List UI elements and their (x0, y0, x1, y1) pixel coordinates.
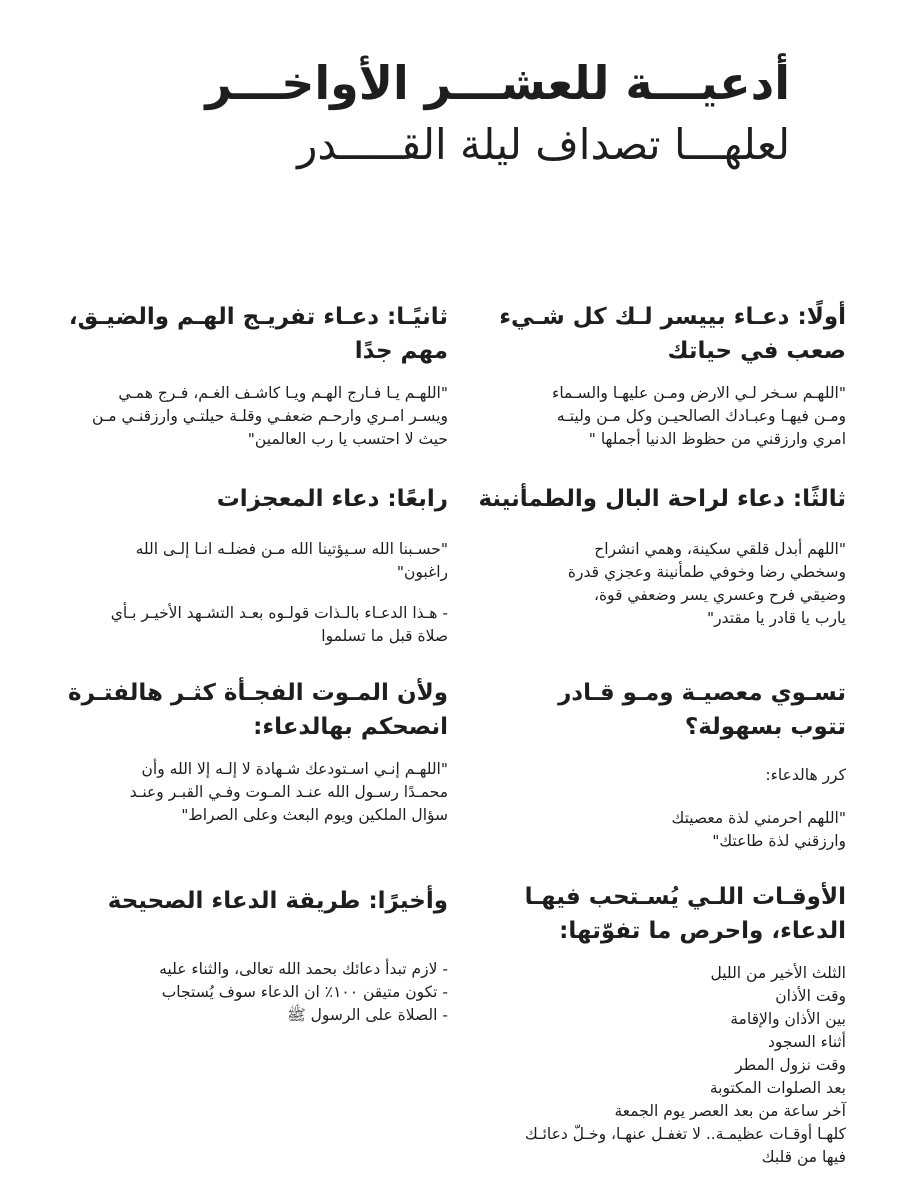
section-body (466, 538, 846, 630)
section-heading-line: وأخيرًا: طريقة الدعاء الصحيحة (107, 888, 448, 914)
section-first (466, 300, 846, 451)
section-heading (466, 482, 846, 516)
section-body-line: سؤال الملكين ويوم البعث وعلى الصراط" (181, 806, 448, 824)
section-method (48, 884, 448, 1027)
title-line-2: لعلهـــا تصداف ليلة القـــــدر (297, 120, 790, 169)
section-heading (466, 300, 846, 368)
section-body-line: "اللهـم إنـي اسـتودعك شـهادة لا إلـه إلا الله وأن (141, 760, 448, 778)
document-title (205, 52, 790, 176)
section-body-line: وضيقي فرح وعسري يسر وضعفي قوة، (593, 586, 846, 604)
section-heading-line: أولًا: دعـاء بييسر لـك كل شـيء (499, 304, 846, 330)
section-body-line: ويسـر امـري وارحـم ضعفـي وقلـة حيلتـي وارزقنـي مـن (91, 407, 448, 425)
section-heading-line: تتوب بسهولة؟ (684, 714, 846, 740)
section-fourth (48, 482, 448, 648)
section-body-line: بين الأذان والإقامة (730, 1010, 846, 1028)
section-body-line: فيها من قلبك (761, 1148, 846, 1166)
section-body-line: يارب يا قادر يا مقتدر" (707, 609, 846, 627)
section-body-line: حيث لا احتسب يا رب العالمين" (247, 430, 448, 448)
section-note (48, 602, 448, 648)
section-note-line: - هـذا الدعـاء بالـذات قولـوه بعـد التشـهد الأخيـر بـأي (110, 604, 448, 622)
section-second (48, 300, 448, 451)
section-heading-line: رابعًا: دعاء المعجزات (216, 486, 448, 512)
section-body-line: وارزقني لذة طاعتك" (712, 832, 846, 850)
section-body (48, 538, 448, 584)
section-heading-line: ثالثًا: دعاء لراحة البال والطمأنينة (478, 486, 846, 512)
section-heading-line: صعب في حياتك (667, 338, 846, 364)
section-sin (466, 676, 846, 853)
section-body-line: آخر ساعة من بعد العصر يوم الجمعة (614, 1102, 846, 1120)
section-body-line: وقت نزول المطر (735, 1056, 846, 1074)
section-third (466, 482, 846, 630)
section-heading (466, 676, 846, 744)
section-body-line: ومـن فيهـا وعبـادك الصالحيـن وكل مـن وليتـه (556, 407, 846, 425)
section-body-line: "حسـبنا الله سـيؤتينا الله مـن فضلـه انـا إلـى الله (135, 540, 448, 558)
section-heading-line: انصحكم بهالدعاء: (253, 714, 448, 740)
section-body-line: بعد الصلوات المكتوبة (709, 1079, 846, 1097)
section-body (466, 807, 846, 853)
section-heading (48, 482, 448, 516)
section-body (48, 758, 448, 827)
section-body-line: راغبون" (396, 563, 448, 581)
section-body (48, 382, 448, 451)
section-heading-line: ثانيًـا: دعـاء تفريـج الهـم والضيـق، (68, 304, 448, 330)
title-line-1: أدعيـــة للعشـــر الأواخـــر (205, 56, 790, 110)
section-body-line: "اللهـم سـخر لـي الارض ومـن عليهـا والسـماء (552, 384, 846, 402)
section-body-line: محمـدًا رسـول الله عنـد المـوت وفـي القبـر وعنـد (129, 783, 448, 801)
section-heading-line: الدعاء، واحرص ما تفوّتها: (559, 918, 846, 944)
section-body-line: "اللهـم يـا فـارج الهـم ويـا كاشـف الغـم، فـرج همـي (118, 384, 448, 402)
section-body-line: - تكون متيقن ١٠٠٪ ان الدعاء سوف يُستجاب (161, 983, 448, 1001)
section-body (466, 962, 846, 1169)
section-body-line: الثلث الأخير من الليل (710, 964, 846, 982)
section-body-line: أثناء السجود (767, 1033, 846, 1051)
section-death (48, 676, 448, 827)
section-body (48, 958, 448, 1027)
section-note-line: صلاة قبل ما تسلموا (321, 627, 448, 645)
section-body-line: وقت الأذان (775, 987, 846, 1005)
section-body-line: "اللهم أبدل قلقي سكينة، وهمي انشراح (594, 540, 846, 558)
section-heading-line: مهم جدًا (354, 338, 448, 364)
section-body (466, 382, 846, 451)
section-body-line: كلهـا أوقـات عظيمـة.. لا تغفـل عنهـا، وخـلّ دعائـك (525, 1125, 846, 1143)
section-intro (466, 764, 846, 787)
section-heading (48, 884, 448, 918)
section-heading-line: تسـوي معصيـة ومـو قـادر (558, 680, 846, 706)
section-heading (466, 880, 846, 948)
section-body-line: امري وارزقني من حظوظ الدنيا أجملها " (588, 430, 846, 448)
section-body-line: - الصلاة على الرسول ﷺ (286, 1006, 448, 1024)
section-body-line: وسخطي رضا وخوفي طمأنينة وعجزي قدرة (567, 563, 846, 581)
section-body-line: - لازم تبدأ دعائك بحمد الله تعالى، والثناء عليه (159, 960, 448, 978)
section-heading-line: الأوقـات اللـي يُسـتحب فيهـا (524, 884, 846, 910)
section-body-line: "اللهم احرمني لذة معصيتك (671, 809, 846, 827)
section-heading-line: ولأن المـوت الفجـأة كثـر هالفتـرة (68, 680, 448, 706)
section-times (466, 880, 846, 1169)
section-intro-line: كرر هالدعاء: (765, 766, 846, 784)
section-heading (48, 676, 448, 744)
section-heading (48, 300, 448, 368)
